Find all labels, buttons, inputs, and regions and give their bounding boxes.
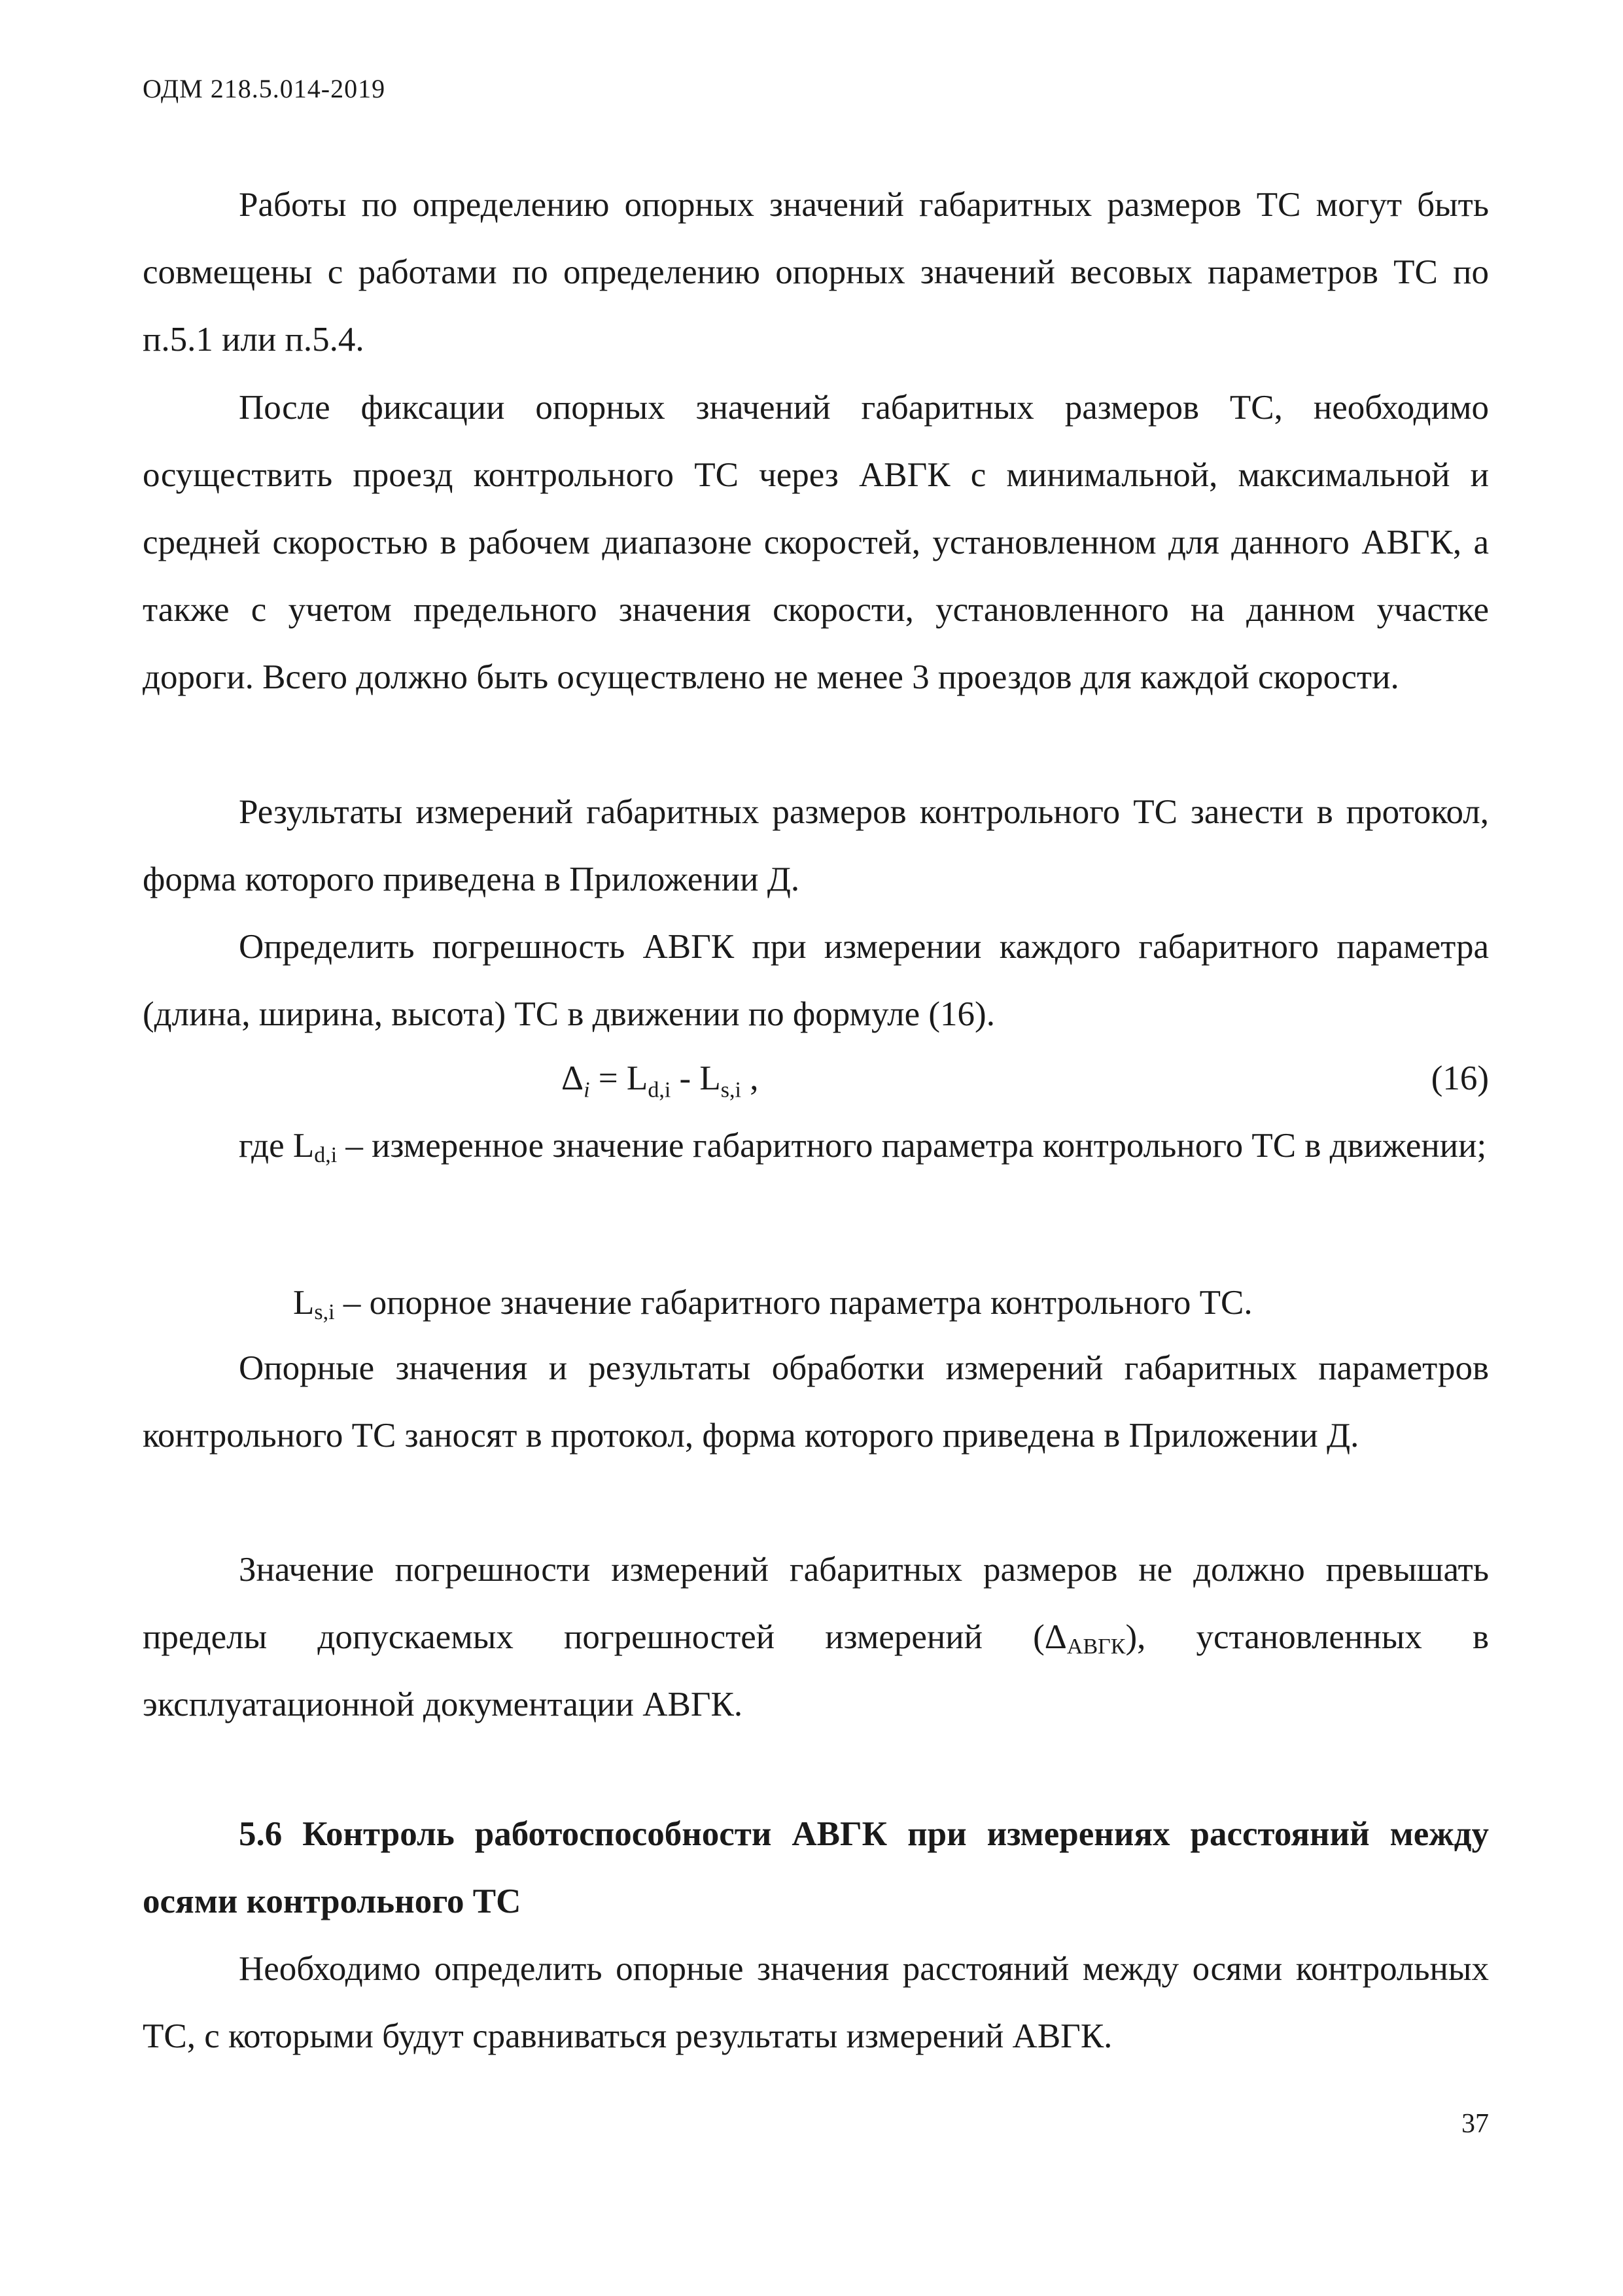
- formula-equals-l: = L: [589, 1059, 648, 1097]
- formula-delta-subscript: i: [584, 1078, 590, 1103]
- paragraph-combined-works: Работы по определению опорных значений габаритных размеров ТС могут быть совмещены с работами по определению опорных значений весовых параметров ТС по п.5.1 или п.5.4.: [143, 186, 1489, 359]
- where-prefix: где L: [239, 1127, 315, 1165]
- where-ld-text: – измеренное значение габаритного параметра контрольного ТС в движении;: [337, 1127, 1487, 1165]
- definition-ls: [293, 1269, 1253, 1337]
- error-limit-text-after: ), установленных в эксплуатационной документации АВГК.: [143, 1618, 1489, 1723]
- formula-number: (16): [1431, 1059, 1489, 1097]
- paragraph-error-limit: [143, 1536, 1489, 1739]
- section-heading-5-6: 5.6 Контроль работоспособности АВГК при измерениях расстояний между осями контрольного ТС: [143, 1815, 1489, 1920]
- ls-subscript: s,i: [314, 1300, 335, 1324]
- document-code-header: ОДМ 218.5.014-2019: [143, 74, 386, 103]
- page-number: 37: [1461, 2109, 1489, 2139]
- ls-text: – опорное значение габаритного параметра контрольного ТС.: [334, 1284, 1253, 1322]
- formula-delta: Δ: [561, 1059, 584, 1097]
- paragraph-reference-values: Опорные значения и результаты обработки измерений габаритных параметров контрольного ТС заносят в протокол, форма которого приведена в Приложении Д.: [143, 1349, 1489, 1455]
- formula-tail: ,: [741, 1059, 759, 1097]
- formula-ls-subscript: s,i: [720, 1078, 741, 1103]
- formula-minus-l: - L: [671, 1059, 721, 1097]
- paragraph-axle-distance: Необходимо определить опорные значения расстояний между осями контрольных ТС, с которыми будут сравниваться результаты измерений АВГК.: [143, 1950, 1489, 2055]
- ls-prefix: L: [293, 1284, 315, 1322]
- error-limit-subscript: АВГК: [1066, 1634, 1126, 1659]
- error-limit-text-before: Значение погрешности измерений габаритных размеров не должно превышать пределы допускаемых погрешностей измерений (Δ: [143, 1551, 1489, 1656]
- paragraph-passage-procedure: После фиксации опорных значений габаритных размеров ТС, необходимо осуществить проезд контрольного ТС через АВГК с минимальной, максимальной и средней скоростью в рабочем диапазоне скоростей, установленном для данного АВГК, а также с учетом предельного значения скорости, установленного на данном участке дороги. Всего должно быть осуществлено не менее 3 проездов для каждой скорости.: [143, 389, 1489, 696]
- where-ld-subscript: d,i: [314, 1143, 338, 1167]
- paragraph-where-ld: [143, 1112, 1489, 1180]
- formula-ld-subscript: d,i: [648, 1078, 671, 1103]
- paragraph-determine-error: Определить погрешность АВГК при измерении каждого габаритного параметра (длина, ширина, высота) ТС в движении по формуле (16).: [143, 928, 1489, 1033]
- paragraph-record-results: Результаты измерений габаритных размеров контрольного ТС занести в протокол, форма которого приведена в Приложении Д.: [143, 793, 1489, 898]
